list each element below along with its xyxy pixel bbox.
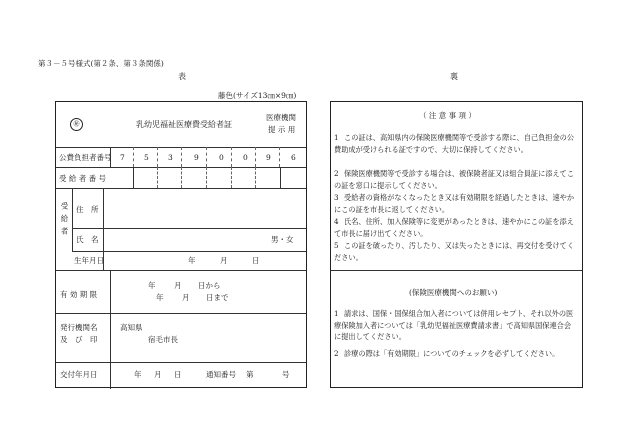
birth-date-label: 生年月日: [74, 256, 104, 265]
payer-digit: 0: [219, 153, 224, 162]
note-number: 2: [334, 169, 339, 178]
divider: [110, 270, 111, 389]
request-number: 2: [334, 349, 339, 358]
birth-year: 年: [188, 256, 196, 265]
size-note: 藤色(サイズ13㎝×9㎝): [218, 91, 297, 100]
validity-to-year: 年: [156, 293, 164, 302]
issuer-city: 宿毛市長: [148, 335, 178, 344]
divider: [56, 313, 306, 314]
recipient-number-label: 受 給 者 番 号: [59, 174, 107, 183]
divider: [110, 147, 111, 167]
gender-field: 男・女: [271, 235, 294, 244]
validity-to-month: 月: [182, 293, 190, 302]
note-item: [334, 192, 577, 215]
payer-digit: 3: [168, 153, 173, 162]
note-item: [334, 132, 577, 155]
note-text: 保険医療機関等で受診する場合は、被保険者証又は組合員証に添えてこの証を窓口に提示してください。: [334, 169, 575, 190]
payer-digit: 9: [194, 153, 199, 162]
divider: [56, 188, 306, 189]
note-text: この証は、高知県内の保険医療機関等で受診する際に、自己負担金の公費助成が受けられる証ですので、大切に保持してください。: [334, 133, 575, 154]
note-number: 4: [334, 217, 339, 226]
payer-number-label: 公費負担者番号: [59, 153, 112, 162]
request-text: 請求は、国保・国保組合加入者については併用レセプト、それ以外の医療保険加入者については「乳幼児福祉医療費請求書」で高知県国保連合会に提出してください。: [334, 309, 574, 341]
payer-digit: 6: [291, 153, 296, 162]
note-number: 1: [334, 133, 339, 142]
note-text: 受給者の資格がなくなったとき又は有効期限を経過したときは、速やかにこの証を市長に返してください。: [334, 193, 575, 214]
digit-separator: [206, 167, 207, 188]
digit-separator: [206, 147, 207, 167]
card-title: 乳幼児福祉医療費受給者証: [136, 120, 232, 129]
issue-year: 年: [134, 370, 142, 379]
payer-digit: 5: [144, 153, 149, 162]
request-item: [334, 308, 577, 343]
medical-label-line2: 提 示 用: [268, 125, 296, 134]
note-text: 氏名、住所、加入保険等に変更があったときは、速やかにこの証を添えて市長に届け出てください。: [334, 217, 574, 238]
validity-from-month: 月: [174, 281, 182, 290]
digit-separator: [231, 147, 232, 167]
payer-digit: 9: [266, 153, 271, 162]
divider: [72, 251, 306, 252]
request-number: 1: [334, 309, 339, 318]
divider: [72, 228, 306, 229]
name-label: 氏 名: [76, 235, 99, 244]
notes-title: （ 注 意 事 項 ）: [419, 111, 476, 120]
front-side-label: 表: [178, 72, 186, 81]
payer-digit: 7: [120, 153, 125, 162]
back-side-label: 裏: [450, 72, 458, 81]
issue-month: 月: [154, 370, 162, 379]
front-card: [55, 101, 307, 388]
validity-from-year: 年: [148, 281, 156, 290]
requests-title: (保険医療機関へのお願い): [409, 288, 498, 297]
notice-number-label: 通知番号: [206, 370, 236, 379]
confidential-seal-icon: ㊙: [70, 118, 83, 131]
note-item: [334, 240, 577, 263]
digit-separator: [133, 147, 134, 167]
note-number: 3: [334, 193, 339, 202]
note-item: [334, 216, 577, 239]
issuer-label-line2: 及 び 印: [60, 335, 98, 344]
digit-separator: [231, 167, 232, 188]
request-text: 診療の際は「有効期限」についてのチェックを必ずしてください。: [344, 349, 560, 358]
issuer-prefecture: 高知県: [120, 323, 143, 332]
digit-separator: [181, 147, 182, 167]
notice-number-suffix: 号: [282, 370, 290, 379]
back-card: [330, 101, 583, 388]
note-number: 5: [334, 241, 339, 250]
digit-separator: [255, 167, 256, 188]
recipient-side-label: 受給者: [60, 202, 69, 240]
issuer-label-line1: 発行機関名: [60, 323, 98, 332]
note-text: この証を破ったり、汚したり、又は失ったときには、再交付を受けてください。: [334, 241, 575, 262]
divider: [331, 270, 582, 271]
medical-label-line1: 医療機関: [266, 113, 296, 122]
address-label: 住 所: [76, 205, 99, 214]
digit-separator: [255, 147, 256, 167]
digit-separator: [157, 147, 158, 167]
note-item: [334, 168, 577, 191]
validity-to-day: 日まで: [206, 293, 229, 302]
form-number: 第３－５号様式(第２条、第３条関係): [38, 59, 164, 68]
divider: [56, 270, 306, 271]
issue-date-label: 交付年月日: [60, 370, 98, 379]
birth-day: 日: [252, 256, 260, 265]
payer-digit: 0: [243, 153, 248, 162]
divider: [280, 167, 281, 188]
notice-number-prefix: 第: [246, 370, 254, 379]
request-item: [334, 348, 577, 360]
validity-label: 有 効 期 限: [60, 290, 98, 299]
divider: [56, 362, 306, 363]
digit-separator: [279, 147, 280, 167]
digit-separator: [157, 167, 158, 188]
issue-day: 日: [174, 370, 182, 379]
divider: [72, 188, 73, 251]
divider: [133, 167, 134, 188]
validity-from-day: 日から: [198, 281, 221, 290]
digit-separator: [181, 167, 182, 188]
birth-month: 月: [220, 256, 228, 265]
